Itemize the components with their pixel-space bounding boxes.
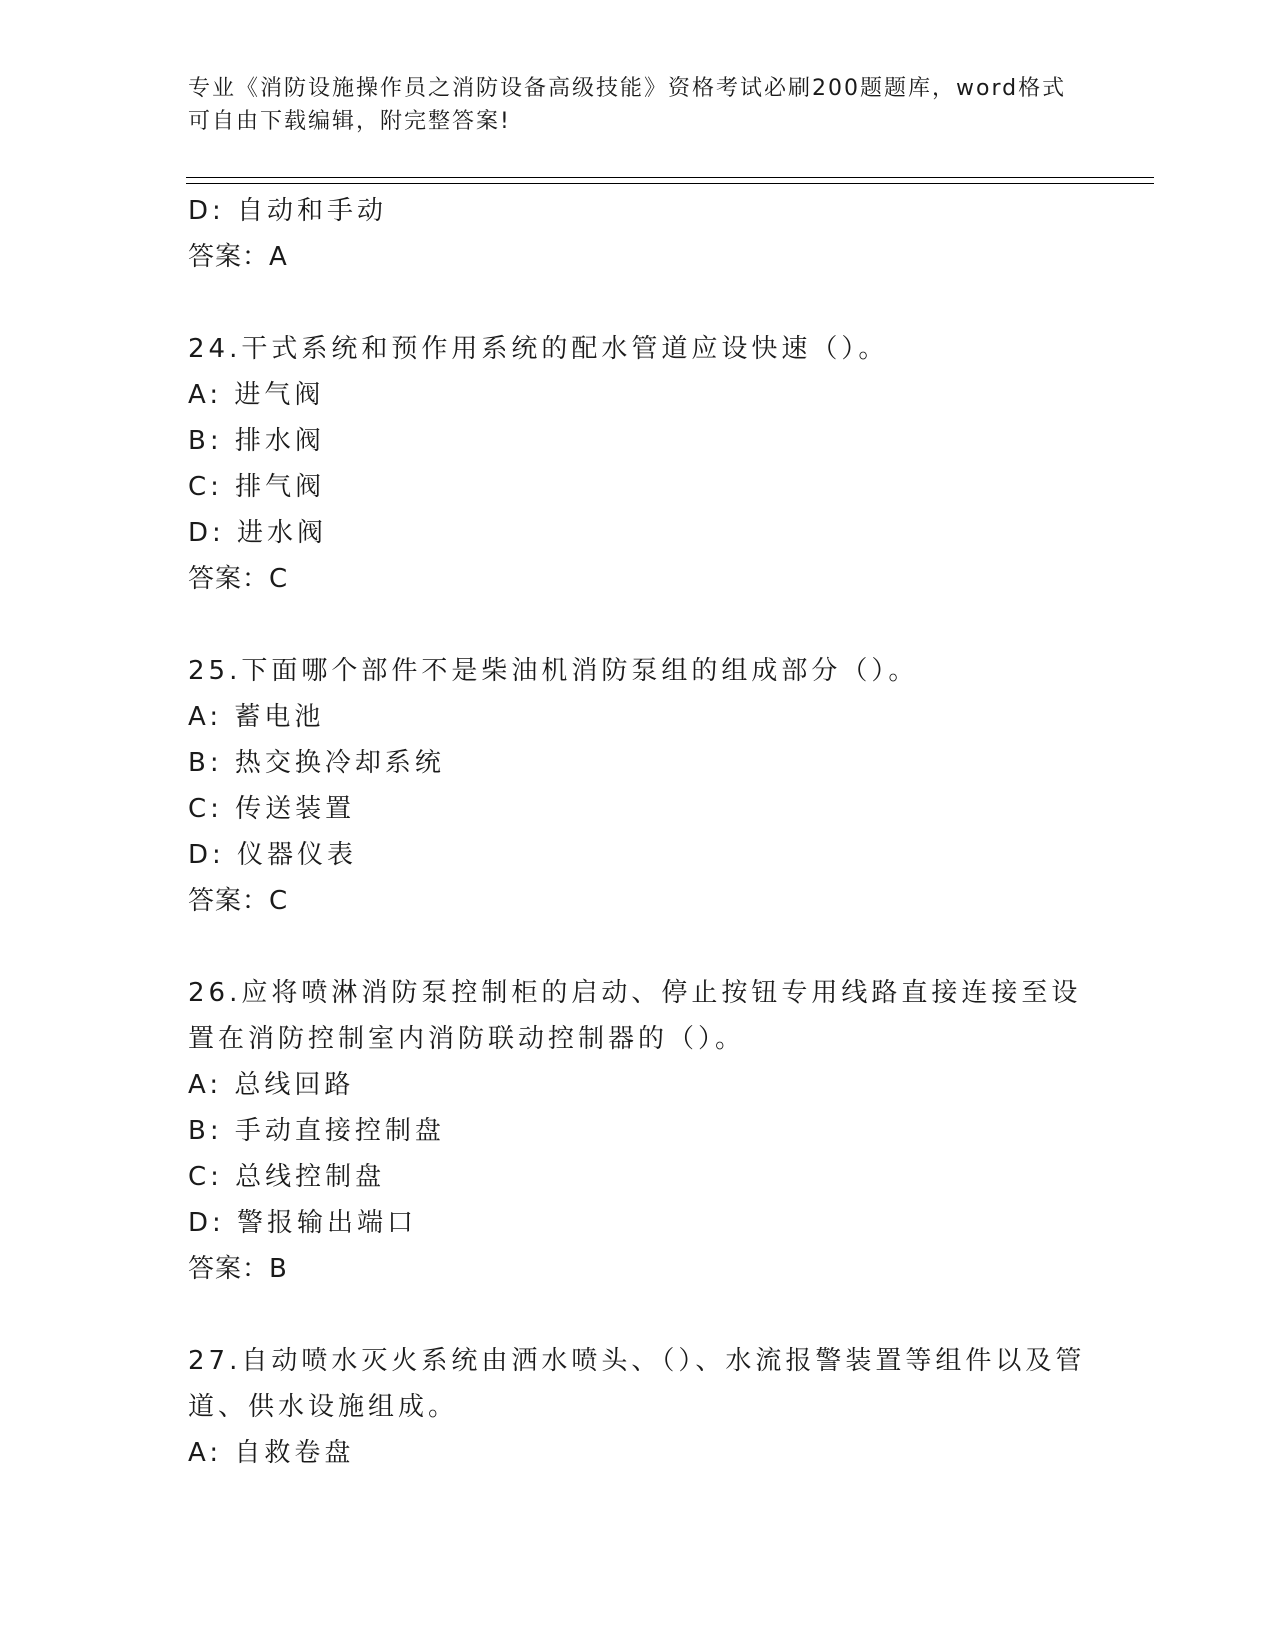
spacer [188,1292,1088,1338]
option-d: D: 自动和手动 [188,196,388,226]
option-b: B: 热交换冷却系统 [188,748,445,778]
spacer [188,280,1088,326]
question-stem: 24.干式系统和预作用系统的配水管道应设快速（）。 [188,334,889,364]
header-divider-top [186,177,1154,178]
spacer [188,924,1088,970]
option-a: A: 自救卷盘 [188,1438,355,1468]
answer-line: 答案：B [188,1254,288,1284]
option-a: A: 蓄电池 [188,702,325,732]
carryover-question [188,188,1088,280]
question-26 [188,970,1088,1292]
option-c: C: 总线控制盘 [188,1162,386,1192]
question-list [188,188,1088,1476]
option-a: A: 总线回路 [188,1070,355,1100]
option-d: D: 仪器仪表 [188,840,358,870]
answer-line: 答案：A [188,242,288,272]
question-stem: 26.应将喷淋消防泵控制柜的启动、停止按钮专用线路直接连接至设置在消防控制室内消防联动控制器的（）。 [188,978,1082,1054]
answer-line: 答案：C [188,564,289,594]
answer-line: 答案：C [188,886,289,916]
document-header [188,72,1088,138]
question-25 [188,648,1088,924]
option-d: D: 进水阀 [188,518,328,548]
option-a: A: 进气阀 [188,380,325,410]
question-stem: 25.下面哪个部件不是柴油机消防泵组的组成部分（）。 [188,656,919,686]
spacer [188,602,1088,648]
question-27 [188,1338,1088,1476]
option-b: B: 排水阀 [188,426,325,456]
question-24 [188,326,1088,602]
header-divider-bottom [186,183,1154,184]
option-d: D: 警报输出端口 [188,1208,418,1238]
document-title: 专业《消防设施操作员之消防设备高级技能》资格考试必刷200题题库，word格式可自由下载编辑，附完整答案! [188,76,1067,134]
option-c: C: 传送装置 [188,794,356,824]
option-c: C: 排气阀 [188,472,326,502]
option-b: B: 手动直接控制盘 [188,1116,445,1146]
question-stem: 27.自动喷水灭火系统由洒水喷头、（）、水流报警装置等组件以及管道、供水设施组成。 [188,1346,1086,1422]
